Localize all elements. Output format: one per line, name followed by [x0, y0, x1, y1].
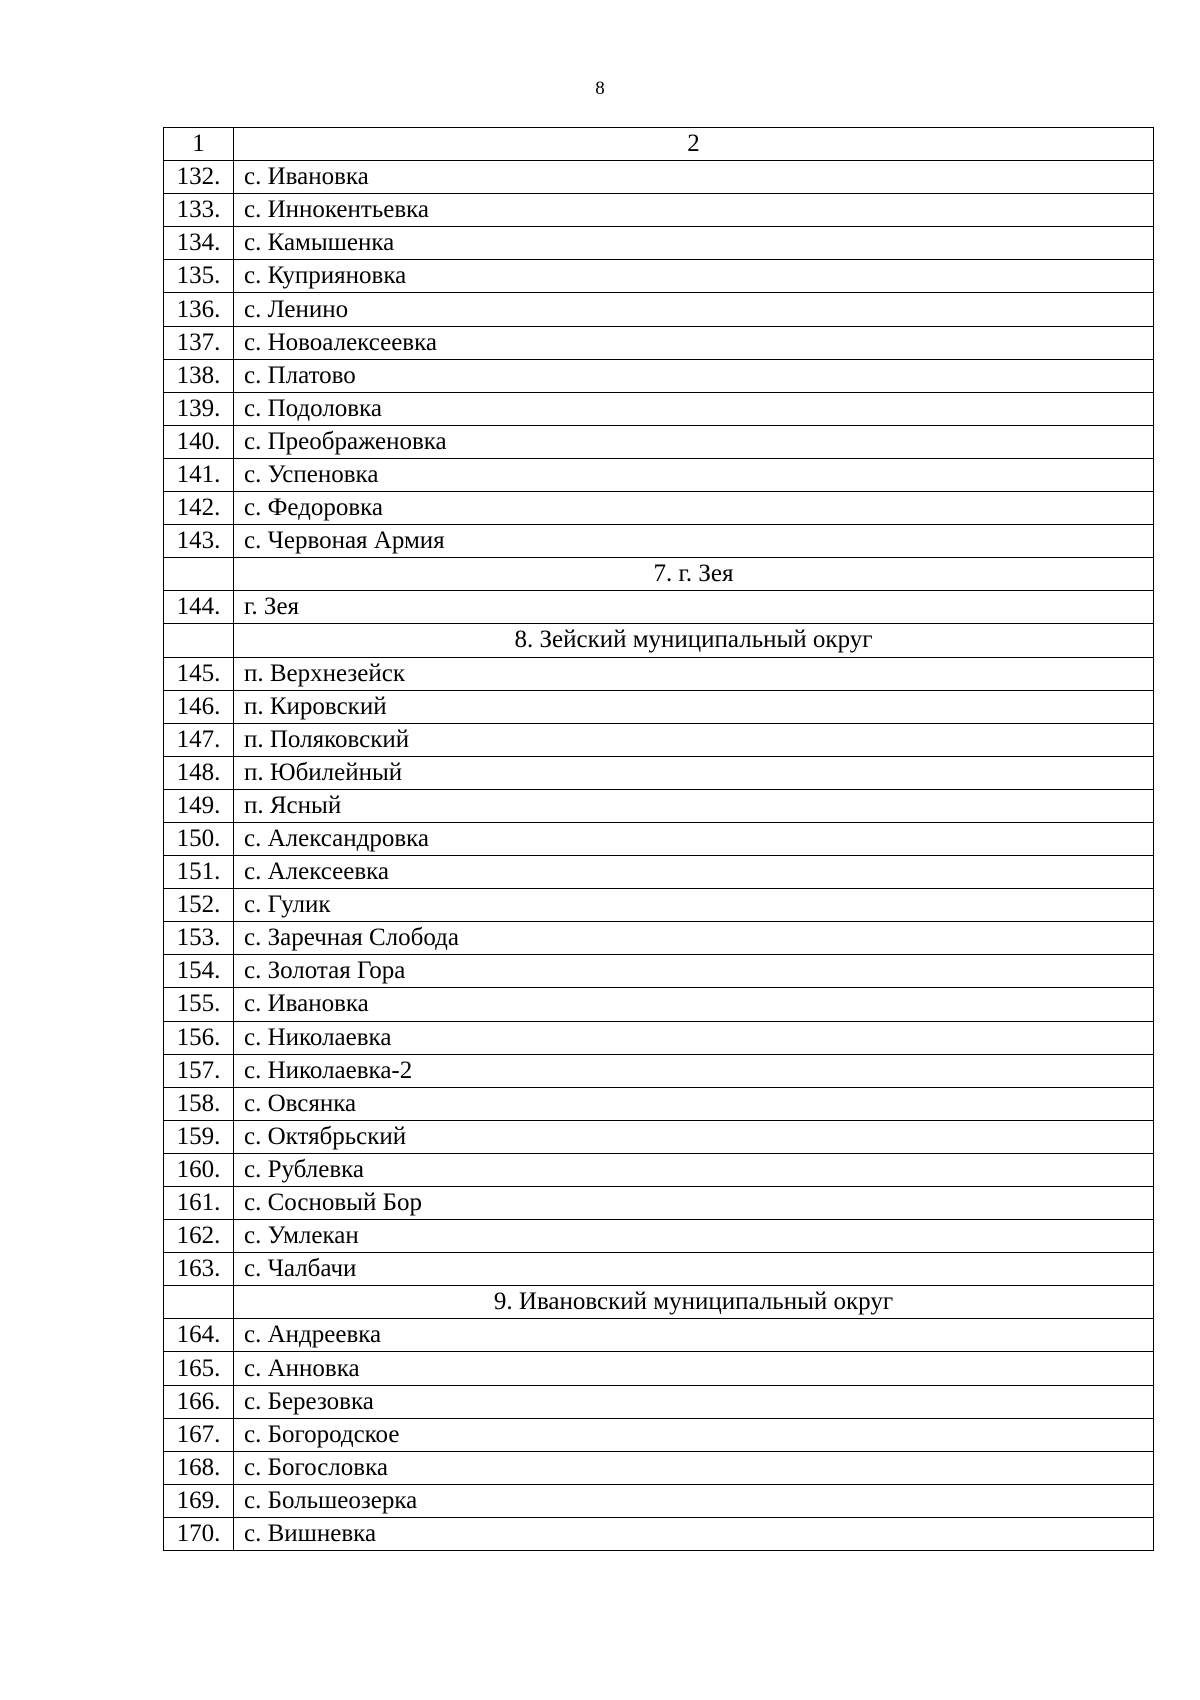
header-col-2: 2 [234, 128, 1154, 161]
section-num-cell [164, 624, 234, 657]
settlement-name: с. Умлекан [234, 1220, 1154, 1253]
row-number: 139. [164, 392, 234, 425]
settlement-name: с. Заречная Слобода [234, 922, 1154, 955]
row-number: 132. [164, 161, 234, 194]
row-number: 140. [164, 425, 234, 458]
table-row [164, 822, 1154, 855]
settlement-name: с. Николаевка [234, 1021, 1154, 1054]
row-number: 149. [164, 789, 234, 822]
table-row [164, 690, 1154, 723]
section-title: 9. Ивановский муниципальный округ [234, 1286, 1154, 1319]
row-number: 167. [164, 1418, 234, 1451]
settlement-name: с. Чалбачи [234, 1253, 1154, 1286]
row-number: 147. [164, 723, 234, 756]
settlement-name: с. Ивановка [234, 988, 1154, 1021]
table-row [164, 1253, 1154, 1286]
row-number: 159. [164, 1120, 234, 1153]
row-number: 134. [164, 227, 234, 260]
row-number: 165. [164, 1352, 234, 1385]
settlement-name: с. Овсянка [234, 1087, 1154, 1120]
section-title: 7. г. Зея [234, 558, 1154, 591]
settlement-name: с. Успеновка [234, 458, 1154, 491]
table-row [164, 260, 1154, 293]
section-title: 8. Зейский муниципальный округ [234, 624, 1154, 657]
table-row [164, 657, 1154, 690]
table-row [164, 922, 1154, 955]
table-row [164, 856, 1154, 889]
table-row [164, 1220, 1154, 1253]
settlement-name: п. Верхнезейск [234, 657, 1154, 690]
table-row [164, 1319, 1154, 1352]
row-number: 158. [164, 1087, 234, 1120]
settlement-name: с. Куприяновка [234, 260, 1154, 293]
row-number: 160. [164, 1153, 234, 1186]
settlement-name: с. Березовка [234, 1385, 1154, 1418]
settlement-name: с. Богородское [234, 1418, 1154, 1451]
row-number: 153. [164, 922, 234, 955]
settlement-name: с. Преображеновка [234, 425, 1154, 458]
table-row [164, 1087, 1154, 1120]
settlement-name: п. Юбилейный [234, 756, 1154, 789]
section-row [164, 558, 1154, 591]
row-number: 163. [164, 1253, 234, 1286]
settlement-name: с. Новоалексеевка [234, 326, 1154, 359]
row-number: 133. [164, 194, 234, 227]
section-num-cell [164, 1286, 234, 1319]
row-number: 143. [164, 525, 234, 558]
table-row [164, 326, 1154, 359]
row-number: 152. [164, 889, 234, 922]
settlement-name: с. Алексеевка [234, 856, 1154, 889]
settlement-name: с. Вишневка [234, 1517, 1154, 1550]
settlement-name: с. Анновка [234, 1352, 1154, 1385]
row-number: 164. [164, 1319, 234, 1352]
settlement-name: с. Большеозерка [234, 1484, 1154, 1517]
row-number: 157. [164, 1054, 234, 1087]
table-row [164, 789, 1154, 822]
table-row [164, 1484, 1154, 1517]
table-row [164, 425, 1154, 458]
row-number: 141. [164, 458, 234, 491]
table-row [164, 1517, 1154, 1550]
table-body [164, 128, 1154, 1551]
settlement-name: п. Кировский [234, 690, 1154, 723]
settlements-table [163, 127, 1154, 1551]
table-row [164, 988, 1154, 1021]
settlement-name: г. Зея [234, 591, 1154, 624]
table-row [164, 1120, 1154, 1153]
table-row [164, 1153, 1154, 1186]
table-row [164, 293, 1154, 326]
row-number: 142. [164, 492, 234, 525]
table-row [164, 1021, 1154, 1054]
row-number: 146. [164, 690, 234, 723]
settlement-name: с. Подоловка [234, 392, 1154, 425]
row-number: 138. [164, 359, 234, 392]
row-number: 144. [164, 591, 234, 624]
row-number: 150. [164, 822, 234, 855]
settlement-name: с. Сосновый Бор [234, 1187, 1154, 1220]
settlement-name: с. Октябрьский [234, 1120, 1154, 1153]
settlement-name: с. Червоная Армия [234, 525, 1154, 558]
header-col-1: 1 [164, 128, 234, 161]
settlement-name: с. Иннокентьевка [234, 194, 1154, 227]
row-number: 168. [164, 1451, 234, 1484]
settlement-name: с. Александровка [234, 822, 1154, 855]
settlement-name: с. Ивановка [234, 161, 1154, 194]
section-row [164, 1286, 1154, 1319]
table-row [164, 492, 1154, 525]
row-number: 145. [164, 657, 234, 690]
table-row [164, 227, 1154, 260]
page-number: 8 [595, 78, 605, 99]
table-row [164, 591, 1154, 624]
table-row [164, 723, 1154, 756]
row-number: 161. [164, 1187, 234, 1220]
row-number: 162. [164, 1220, 234, 1253]
table-row [164, 525, 1154, 558]
table-header-row [164, 128, 1154, 161]
settlement-name: с. Николаевка-2 [234, 1054, 1154, 1087]
settlement-name: с. Рублевка [234, 1153, 1154, 1186]
settlement-name: с. Андреевка [234, 1319, 1154, 1352]
section-num-cell [164, 558, 234, 591]
table-row [164, 756, 1154, 789]
table-row [164, 1054, 1154, 1087]
table-row [164, 889, 1154, 922]
table-row [164, 1352, 1154, 1385]
row-number: 151. [164, 856, 234, 889]
settlement-name: с. Камышенка [234, 227, 1154, 260]
table-row [164, 392, 1154, 425]
settlement-name: п. Поляковский [234, 723, 1154, 756]
row-number: 135. [164, 260, 234, 293]
settlement-name: с. Федоровка [234, 492, 1154, 525]
row-number: 166. [164, 1385, 234, 1418]
settlement-name: с. Богословка [234, 1451, 1154, 1484]
settlement-name: с. Ленино [234, 293, 1154, 326]
row-number: 136. [164, 293, 234, 326]
row-number: 156. [164, 1021, 234, 1054]
row-number: 169. [164, 1484, 234, 1517]
row-number: 137. [164, 326, 234, 359]
table-row [164, 1451, 1154, 1484]
settlement-name: с. Гулик [234, 889, 1154, 922]
table-row [164, 1187, 1154, 1220]
settlement-name: с. Платово [234, 359, 1154, 392]
row-number: 170. [164, 1517, 234, 1550]
table-row [164, 955, 1154, 988]
table-row [164, 1418, 1154, 1451]
table-row [164, 194, 1154, 227]
row-number: 148. [164, 756, 234, 789]
table-row [164, 1385, 1154, 1418]
settlement-name: п. Ясный [234, 789, 1154, 822]
table-row [164, 161, 1154, 194]
row-number: 154. [164, 955, 234, 988]
section-row [164, 624, 1154, 657]
table-row [164, 458, 1154, 491]
table-row [164, 359, 1154, 392]
settlement-name: с. Золотая Гора [234, 955, 1154, 988]
row-number: 155. [164, 988, 234, 1021]
